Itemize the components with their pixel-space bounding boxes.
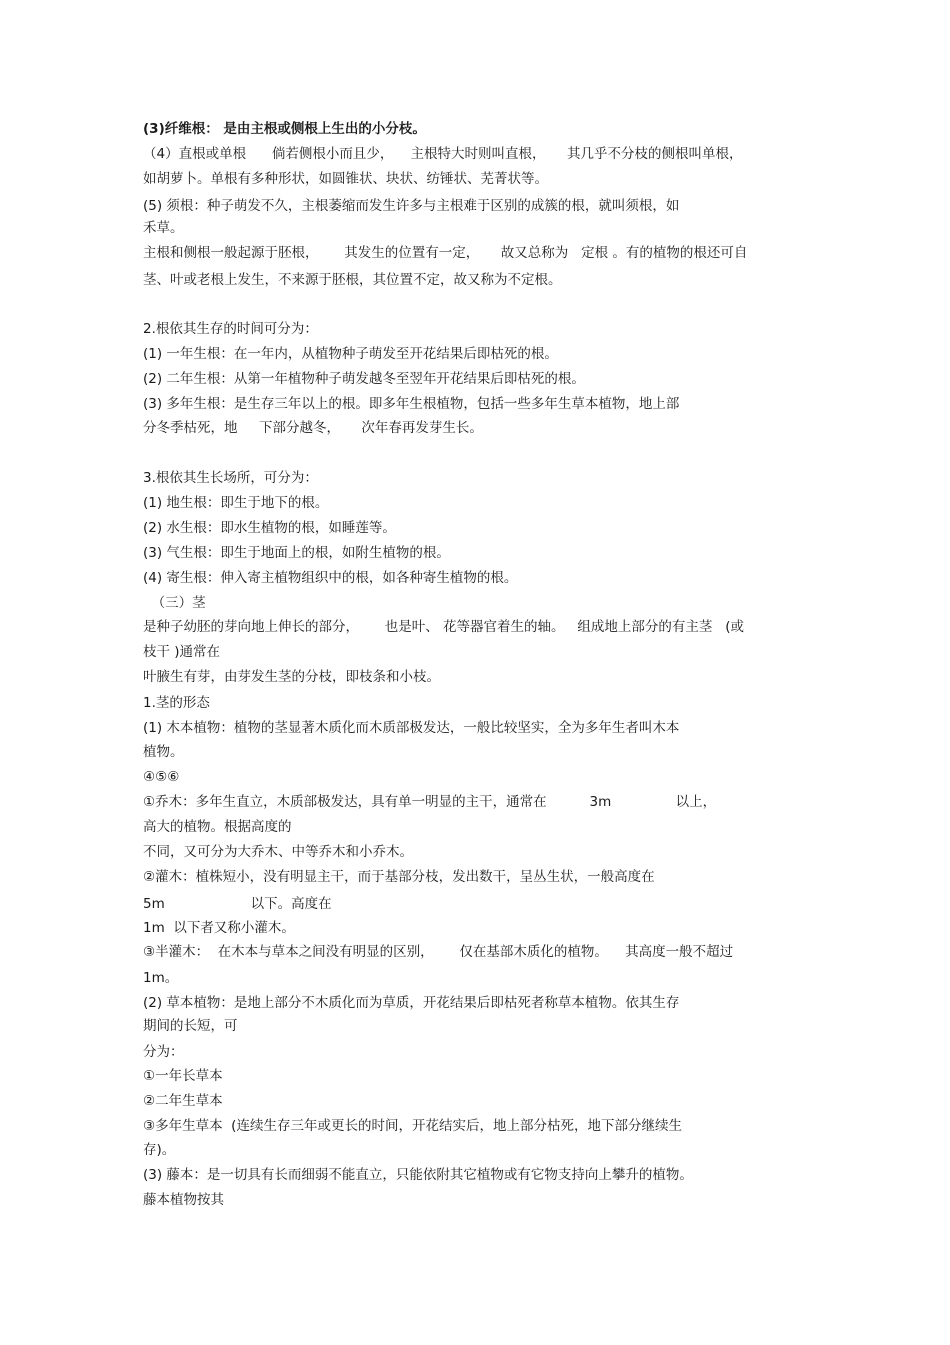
subsection-heading-1: 1.茎的形态 bbox=[143, 695, 210, 711]
text-line-24: 植物。 bbox=[143, 744, 184, 760]
text-line-3: 如胡萝卜。单根有多种形状，如圆锥状、块状、纺锤状、芜菁状等。 bbox=[143, 171, 548, 187]
text-line-11: (3) 多年生根：是生存三年以上的根。即多年生根植物，包括一些多年生草本植物，地上部 bbox=[143, 396, 680, 412]
text-line-17: (4) 寄生根：伸入寄主植物组织中的根，如各种寄生植物的根。 bbox=[143, 570, 518, 586]
text-line-36: 分为： bbox=[143, 1044, 184, 1060]
text-line-25: ④⑤⑥ bbox=[143, 769, 180, 785]
text-line-30: 5m 以下。高度在 bbox=[143, 896, 332, 912]
text-line-1: (3)纤维根： 是由主根或侧根上生出的小分枝。 bbox=[143, 121, 426, 137]
text-line-19: 是种子幼胚的芽向地上伸长的部分， 也是叶、 花等器官着生的轴。 组成地上部分的有主茎 (或 bbox=[143, 619, 745, 635]
text-line-40: 存)。 bbox=[143, 1142, 176, 1158]
text-line-27: 高大的植物。根据高度的 bbox=[143, 819, 292, 835]
text-line-32: ③半灌木： 在木本与草本之间没有明显的区别， 仅在基部木质化的植物。 其高度一般不超过 bbox=[143, 944, 734, 960]
text-line-35: 期间的长短，可 bbox=[143, 1018, 238, 1034]
text-line-9: (1) 一年生根：在一年内，从植物种子萌发至开花结果后即枯死的根。 bbox=[143, 346, 558, 362]
text-line-34: (2) 草本植物：是地上部分不木质化而为草质，开花结果后即枯死者称草本植物。依其生存 bbox=[143, 995, 680, 1011]
text-line-41: (3) 藤本：是一切具有长而细弱不能直立，只能依附其它植物或有它物支持向上攀升的植物。 bbox=[143, 1167, 693, 1183]
section-heading-stem: （三）茎 bbox=[143, 595, 206, 611]
text-line-29: ②灌木：植株短小，没有明显主干，而于基部分枝，发出数干，呈丛生状，一般高度在 bbox=[143, 869, 655, 885]
text-line-42: 藤本植物按其 bbox=[143, 1192, 224, 1208]
text-line-2: （4）直根或单根 倘若侧根小而且少， 主根特大时则叫直根， 其几乎不分枝的侧根叫单根， bbox=[143, 146, 743, 162]
text-line-26: ①乔木：多年生直立，木质部极发达，具有单一明显的主干，通常在 3m 以上， bbox=[143, 794, 717, 810]
text-line-31: 1m 以下者又称小灌木。 bbox=[143, 920, 295, 936]
text-line-12: 分冬季枯死，地 下部分越冬， 次年春再发芽生长。 bbox=[143, 420, 483, 436]
text-line-28: 不同，又可分为大乔木、中等乔木和小乔木。 bbox=[143, 844, 413, 860]
text-line-38: ②二年生草本 bbox=[143, 1093, 223, 1109]
text-line-33: 1m。 bbox=[143, 970, 179, 986]
text-line-5: 禾草。 bbox=[143, 220, 184, 236]
section-heading-2: 2.根依其生存的时间可分为： bbox=[143, 321, 318, 337]
text-line-16: (3) 气生根：即生于地面上的根，如附生植物的根。 bbox=[143, 545, 450, 561]
text-line-14: (1) 地生根：即生于地下的根。 bbox=[143, 495, 329, 511]
text-line-15: (2) 水生根：即水生植物的根，如睡莲等。 bbox=[143, 520, 396, 536]
text-line-39: ③多年生草本 (连续生存三年或更长的时间，开花结实后，地上部分枯死，地下部分继续生 bbox=[143, 1118, 682, 1134]
text-line-6: 主根和侧根一般起源于胚根， 其发生的位置有一定， 故又总称为 定根 。有的植物的根还可自 bbox=[143, 245, 748, 261]
section-heading-3: 3.根依其生长场所，可分为： bbox=[143, 470, 318, 486]
text-line-4: (5) 须根：种子萌发不久，主根萎缩而发生许多与主根难于区别的成簇的根，就叫须根，如 bbox=[143, 198, 680, 214]
text-line-10: (2) 二年生根：从第一年植物种子萌发越冬至翌年开花结果后即枯死的根。 bbox=[143, 371, 585, 387]
text-line-37: ①一年长草本 bbox=[143, 1068, 223, 1084]
text-line-20: 枝干 )通常在 bbox=[143, 644, 221, 660]
text-line-23: (1) 木本植物：植物的茎显著木质化而木质部极发达，一般比较坚实，全为多年生者叫木本 bbox=[143, 720, 680, 736]
text-line-21: 叶腋生有芽，由芽发生茎的分枝，即枝条和小枝。 bbox=[143, 669, 440, 685]
text-line-7: 茎、叶或老根上发生，不来源于胚根，其位置不定，故又称为不定根。 bbox=[143, 272, 562, 288]
